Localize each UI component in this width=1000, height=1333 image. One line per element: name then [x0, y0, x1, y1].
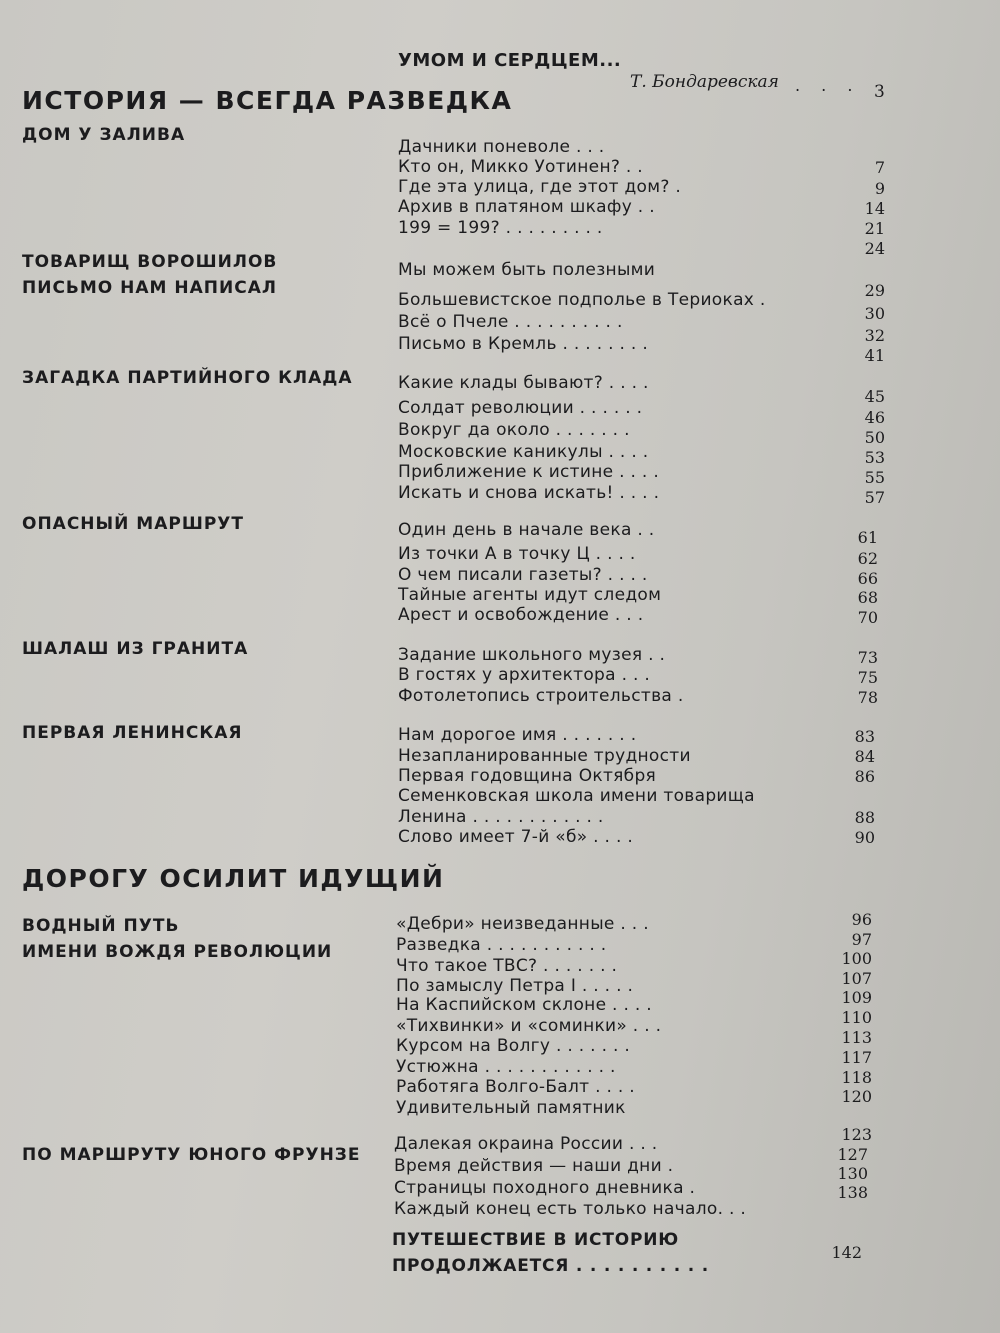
toc-entry: О чем писали газеты? . . . . — [398, 565, 648, 585]
toc-page-number: 32 — [864, 326, 885, 345]
toc-page-number: 46 — [864, 408, 885, 427]
toc-entry: Удивительный памятник — [396, 1098, 626, 1118]
toc-page-number: 53 — [864, 448, 885, 467]
toc-entry: Большевистское подполье в Териоках . — [398, 290, 766, 310]
toc-page-number: 90 — [854, 828, 875, 847]
toc-entry: В гостях у архитектора . . . — [398, 665, 651, 685]
toc-page-number: 78 — [857, 688, 878, 707]
toc-page-number: 68 — [857, 588, 878, 607]
toc-page-number: 84 — [854, 747, 875, 766]
toc-page-number: 73 — [857, 648, 878, 667]
toc-entry: Письмо в Кремль . . . . . . . . — [398, 334, 649, 354]
toc-entry: Курсом на Волгу . . . . . . . — [396, 1036, 631, 1056]
toc-page-number: 9 — [874, 179, 885, 198]
toc-entry: Солдат революции . . . . . . — [398, 398, 643, 418]
toc-entry: Слово имеет 7-й «б» . . . . — [398, 827, 634, 847]
toc-entry: Приближение к истине . . . . — [398, 462, 660, 482]
toc-entry: По замыслу Петра I . . . . . — [396, 976, 634, 996]
section-title: ОПАСНЫЙ МАРШРУТ — [22, 514, 244, 534]
toc-page-number: 109 — [841, 988, 872, 1007]
toc-page-number: 7 — [874, 158, 885, 177]
toc-entry: Всё о Пчеле . . . . . . . . . . — [398, 312, 623, 332]
toc-entry: Дачники поневоле . . . — [398, 137, 605, 157]
intro-page-number: 3 — [874, 82, 885, 102]
toc-entry: Незапланированные трудности — [398, 746, 691, 766]
toc-page-number: 55 — [864, 468, 885, 487]
toc-entry: Искать и снова искать! . . . . — [398, 483, 660, 503]
toc-page-number: 83 — [854, 727, 875, 746]
toc-page-number: 110 — [841, 1008, 872, 1027]
toc-page-number: 41 — [864, 346, 885, 365]
toc-entry: Московские каникулы . . . . — [398, 442, 649, 462]
toc-entry: Первая годовщина Октября — [398, 766, 657, 786]
toc-page-number: 130 — [837, 1164, 868, 1183]
toc-page-number: 96 — [851, 910, 872, 929]
toc-entry: «Дебри» неизведанные . . . — [396, 914, 649, 934]
toc-page-number: 61 — [857, 528, 878, 547]
intro-title: УМОМ И СЕРДЦЕМ... — [398, 50, 622, 71]
toc-entry: Мы можем быть полезными — [398, 260, 656, 280]
toc-page-number: 86 — [854, 767, 875, 786]
section-title: ПО МАРШРУТУ ЮНОГО ФРУНЗЕ — [22, 1145, 361, 1165]
toc-entry: Вокруг да около . . . . . . . — [398, 420, 630, 440]
toc-page-number: 24 — [864, 239, 885, 258]
toc-page-number: 120 — [841, 1087, 872, 1106]
toc-page-number: 100 — [841, 949, 872, 968]
section-title: ЗАГАДКА ПАРТИЙНОГО КЛАДА — [22, 368, 353, 388]
toc-entry: Далекая окраина России . . . — [394, 1134, 658, 1154]
toc-entry: Каждый конец есть только начало. . . — [394, 1199, 747, 1219]
toc-page-number: 21 — [864, 219, 885, 238]
toc-entry: Фотолетопись строительства . — [398, 686, 684, 706]
toc-entry: Что такое ТВС? . . . . . . . — [396, 956, 618, 976]
toc-entry: Работяга Волго-Балт . . . . — [396, 1077, 636, 1097]
section-title: ПЕРВАЯ ЛЕНИНСКАЯ — [22, 723, 243, 743]
toc-entry: «Тихвинки» и «соминки» . . . — [396, 1016, 662, 1036]
toc-page-number: 75 — [857, 668, 878, 687]
toc-entry: 199 = 199? . . . . . . . . . — [398, 218, 603, 238]
toc-entry: Из точки А в точку Ц . . . . — [398, 544, 636, 564]
part-title: ДОРОГУ ОСИЛИТ ИДУЩИЙ — [22, 864, 445, 893]
toc-entry: Время действия — наши дни . — [394, 1156, 674, 1176]
toc-entry: Арест и освобождение . . . — [398, 605, 644, 625]
section-title: ШАЛАШ ИЗ ГРАНИТА — [22, 639, 249, 659]
toc-page-number: 118 — [841, 1068, 872, 1087]
toc-entry: Какие клады бывают? . . . . — [398, 373, 649, 393]
toc-page-number: 138 — [837, 1183, 868, 1202]
intro-leader-dots: . . . — [795, 76, 861, 95]
toc-page-number: 97 — [851, 930, 872, 949]
toc-page-number: 14 — [864, 199, 885, 218]
toc-entry: Устюжна . . . . . . . . . . . . — [396, 1057, 616, 1077]
toc-entry: Тайные агенты идут следом — [398, 585, 662, 605]
toc-entry: Один день в начале века . . — [398, 520, 655, 540]
toc-entry: Где эта улица, где этот дом? . — [398, 177, 682, 197]
toc-entry: Нам дорогое имя . . . . . . . — [398, 725, 637, 745]
toc-page-number: 70 — [857, 608, 878, 627]
toc-page-number: 113 — [841, 1028, 872, 1047]
intro-author: Т. Бондаревская — [630, 72, 779, 92]
section-title: ВОДНЫЙ ПУТЬ ИМЕНИ ВОЖДЯ РЕВОЛЮЦИИ — [22, 916, 333, 962]
toc-entry: Страницы походного дневника . — [394, 1178, 696, 1198]
part-title: ИСТОРИЯ — ВСЕГДА РАЗВЕДКА — [22, 86, 513, 115]
toc-page-number: 50 — [864, 428, 885, 447]
closing-page-number: 142 — [831, 1243, 862, 1262]
toc-page-number: 117 — [841, 1048, 872, 1067]
toc-entry: Задание школьного музея . . — [398, 645, 666, 665]
toc-page-number: 123 — [841, 1125, 872, 1144]
toc-page-number: 45 — [864, 387, 885, 406]
toc-page-number: 66 — [857, 569, 878, 588]
closing-title: ПУТЕШЕСТВИЕ В ИСТОРИЮ ПРОДОЛЖАЕТСЯ . . . . . . . . . . — [392, 1230, 709, 1276]
toc-page-number: 88 — [854, 808, 875, 827]
toc-entry: Семенковская школа имени товарища — [398, 786, 755, 806]
toc-entry: На Каспийском склоне . . . . — [396, 995, 652, 1015]
toc-page-number: 30 — [864, 304, 885, 323]
toc-entry: Архив в платяном шкафу . . — [398, 197, 655, 217]
toc-page-number: 62 — [857, 549, 878, 568]
section-title: ТОВАРИЩ ВОРОШИЛОВ ПИСЬМО НАМ НАПИСАЛ — [22, 252, 278, 298]
toc-entry: Ленина . . . . . . . . . . . . — [398, 807, 604, 827]
toc-page-number: 57 — [864, 488, 885, 507]
toc-entry: Разведка . . . . . . . . . . . — [396, 935, 607, 955]
toc-page-number: 127 — [837, 1145, 868, 1164]
toc-entry: Кто он, Микко Уотинен? . . — [398, 157, 643, 177]
toc-page-number: 29 — [864, 281, 885, 300]
section-title: ДОМ У ЗАЛИВА — [22, 125, 186, 145]
toc-page-number: 107 — [841, 969, 872, 988]
